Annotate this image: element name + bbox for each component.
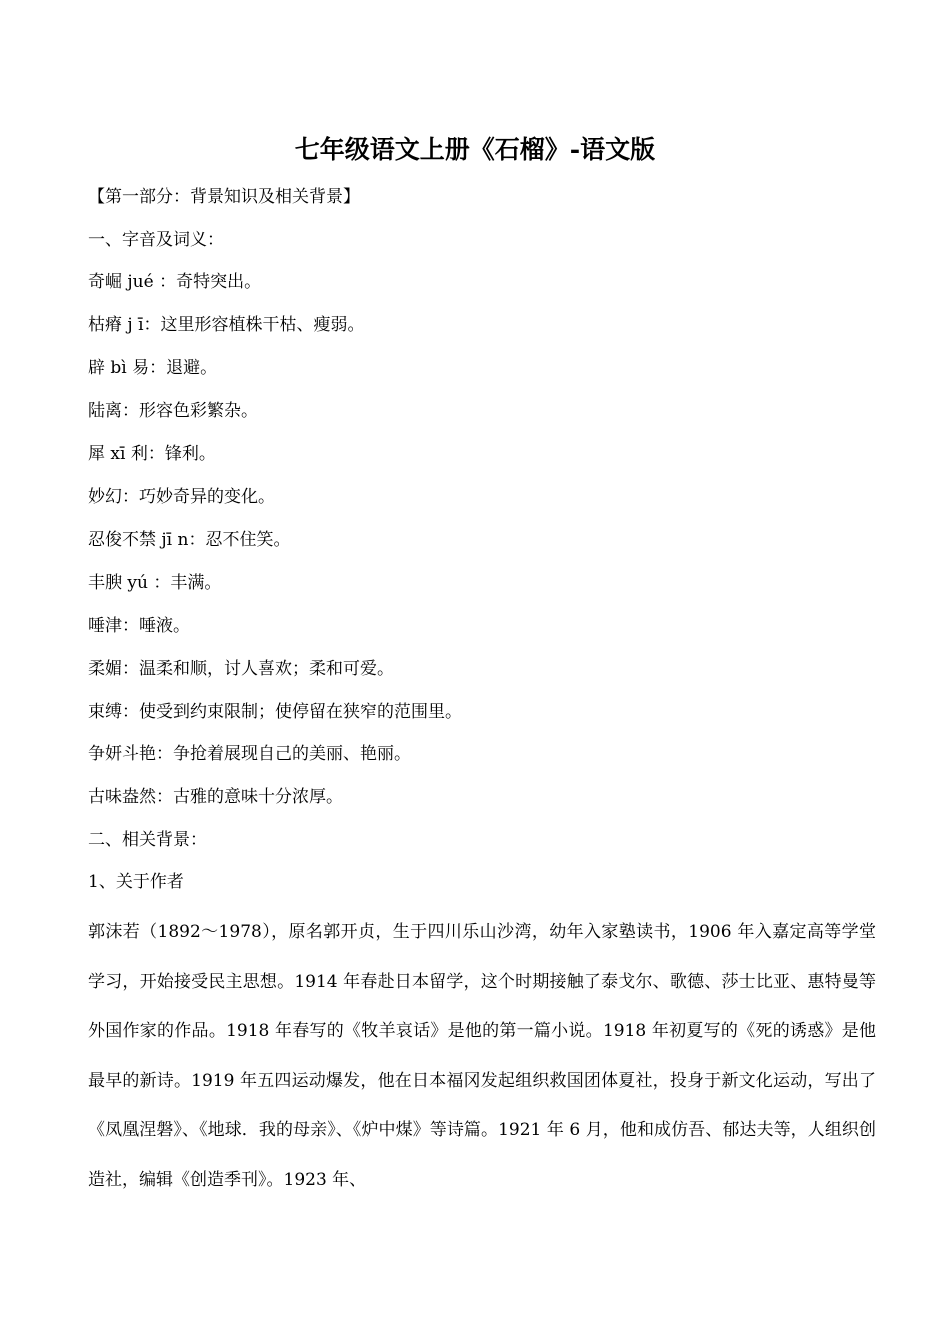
author-biography-paragraph: 郭沫若（1892～1978），原名郭开贞，生于四川乐山沙湾，幼年入家塾读书，1906 年入嘉定高等学堂学习，开始接受民主思想。1914 年春赴日本留学，这个时期接触了泰戈尔、歌德、莎士比亚、惠特曼等外国作家的作品。1918 年春写的《牧羊哀话》是他的第一篇小说。1918 年初夏写的《死的诱惑》是他最早的新诗。1919 年五四运动爆发，他在日本福冈发起组织救国团体夏社，投身于新文化运动，写出了《凤凰涅磐》、《地球．我的母亲》、《炉中煤》等诗篇。1921 年 6 月，他和成仿吾、郁达夫等，人组织创造社，编辑《创造季刊》。1923 年、 — [88, 922, 876, 1190]
vocab-item: 辟 bì 易：退避。 — [88, 358, 218, 378]
subheading-background: 二、相关背景： — [88, 830, 207, 850]
vocab-item: 唾津：唾液。 — [88, 616, 190, 636]
vocab-item: 柔媚：温柔和顺，讨人喜欢；柔和可爱。 — [88, 659, 394, 679]
vocab-item: 陆离：形容色彩繁杂。 — [88, 401, 258, 421]
vocab-item: 奇崛 jué ：奇特突出。 — [88, 272, 262, 292]
vocab-item: 妙幻：巧妙奇异的变化。 — [88, 487, 275, 507]
vocab-item: 忍俊不禁 jī n：忍不住笑。 — [88, 530, 291, 550]
vocab-item: 争妍斗艳：争抢着展现自己的美丽、艳丽。 — [88, 744, 411, 764]
vocab-item: 古味盎然：古雅的意味十分浓厚。 — [88, 787, 343, 807]
vocab-item: 丰腴 yú ：丰满。 — [88, 573, 222, 593]
subheading-about-author: 1、关于作者 — [88, 872, 184, 892]
vocab-item: 束缚：使受到约束限制；使停留在狭窄的范围里。 — [88, 702, 462, 722]
subheading-pronunciation: 一、字音及词义： — [88, 230, 224, 250]
section-heading-part-one: 【第一部分：背景知识及相关背景】 — [88, 187, 360, 207]
document-title: 七年级语文上册《石榴》-语文版 — [294, 135, 656, 164]
vocab-item: 枯瘠 j ī：这里形容植株干枯、瘦弱。 — [88, 315, 365, 335]
vocab-item: 犀 xī 利：锋利。 — [88, 444, 216, 464]
